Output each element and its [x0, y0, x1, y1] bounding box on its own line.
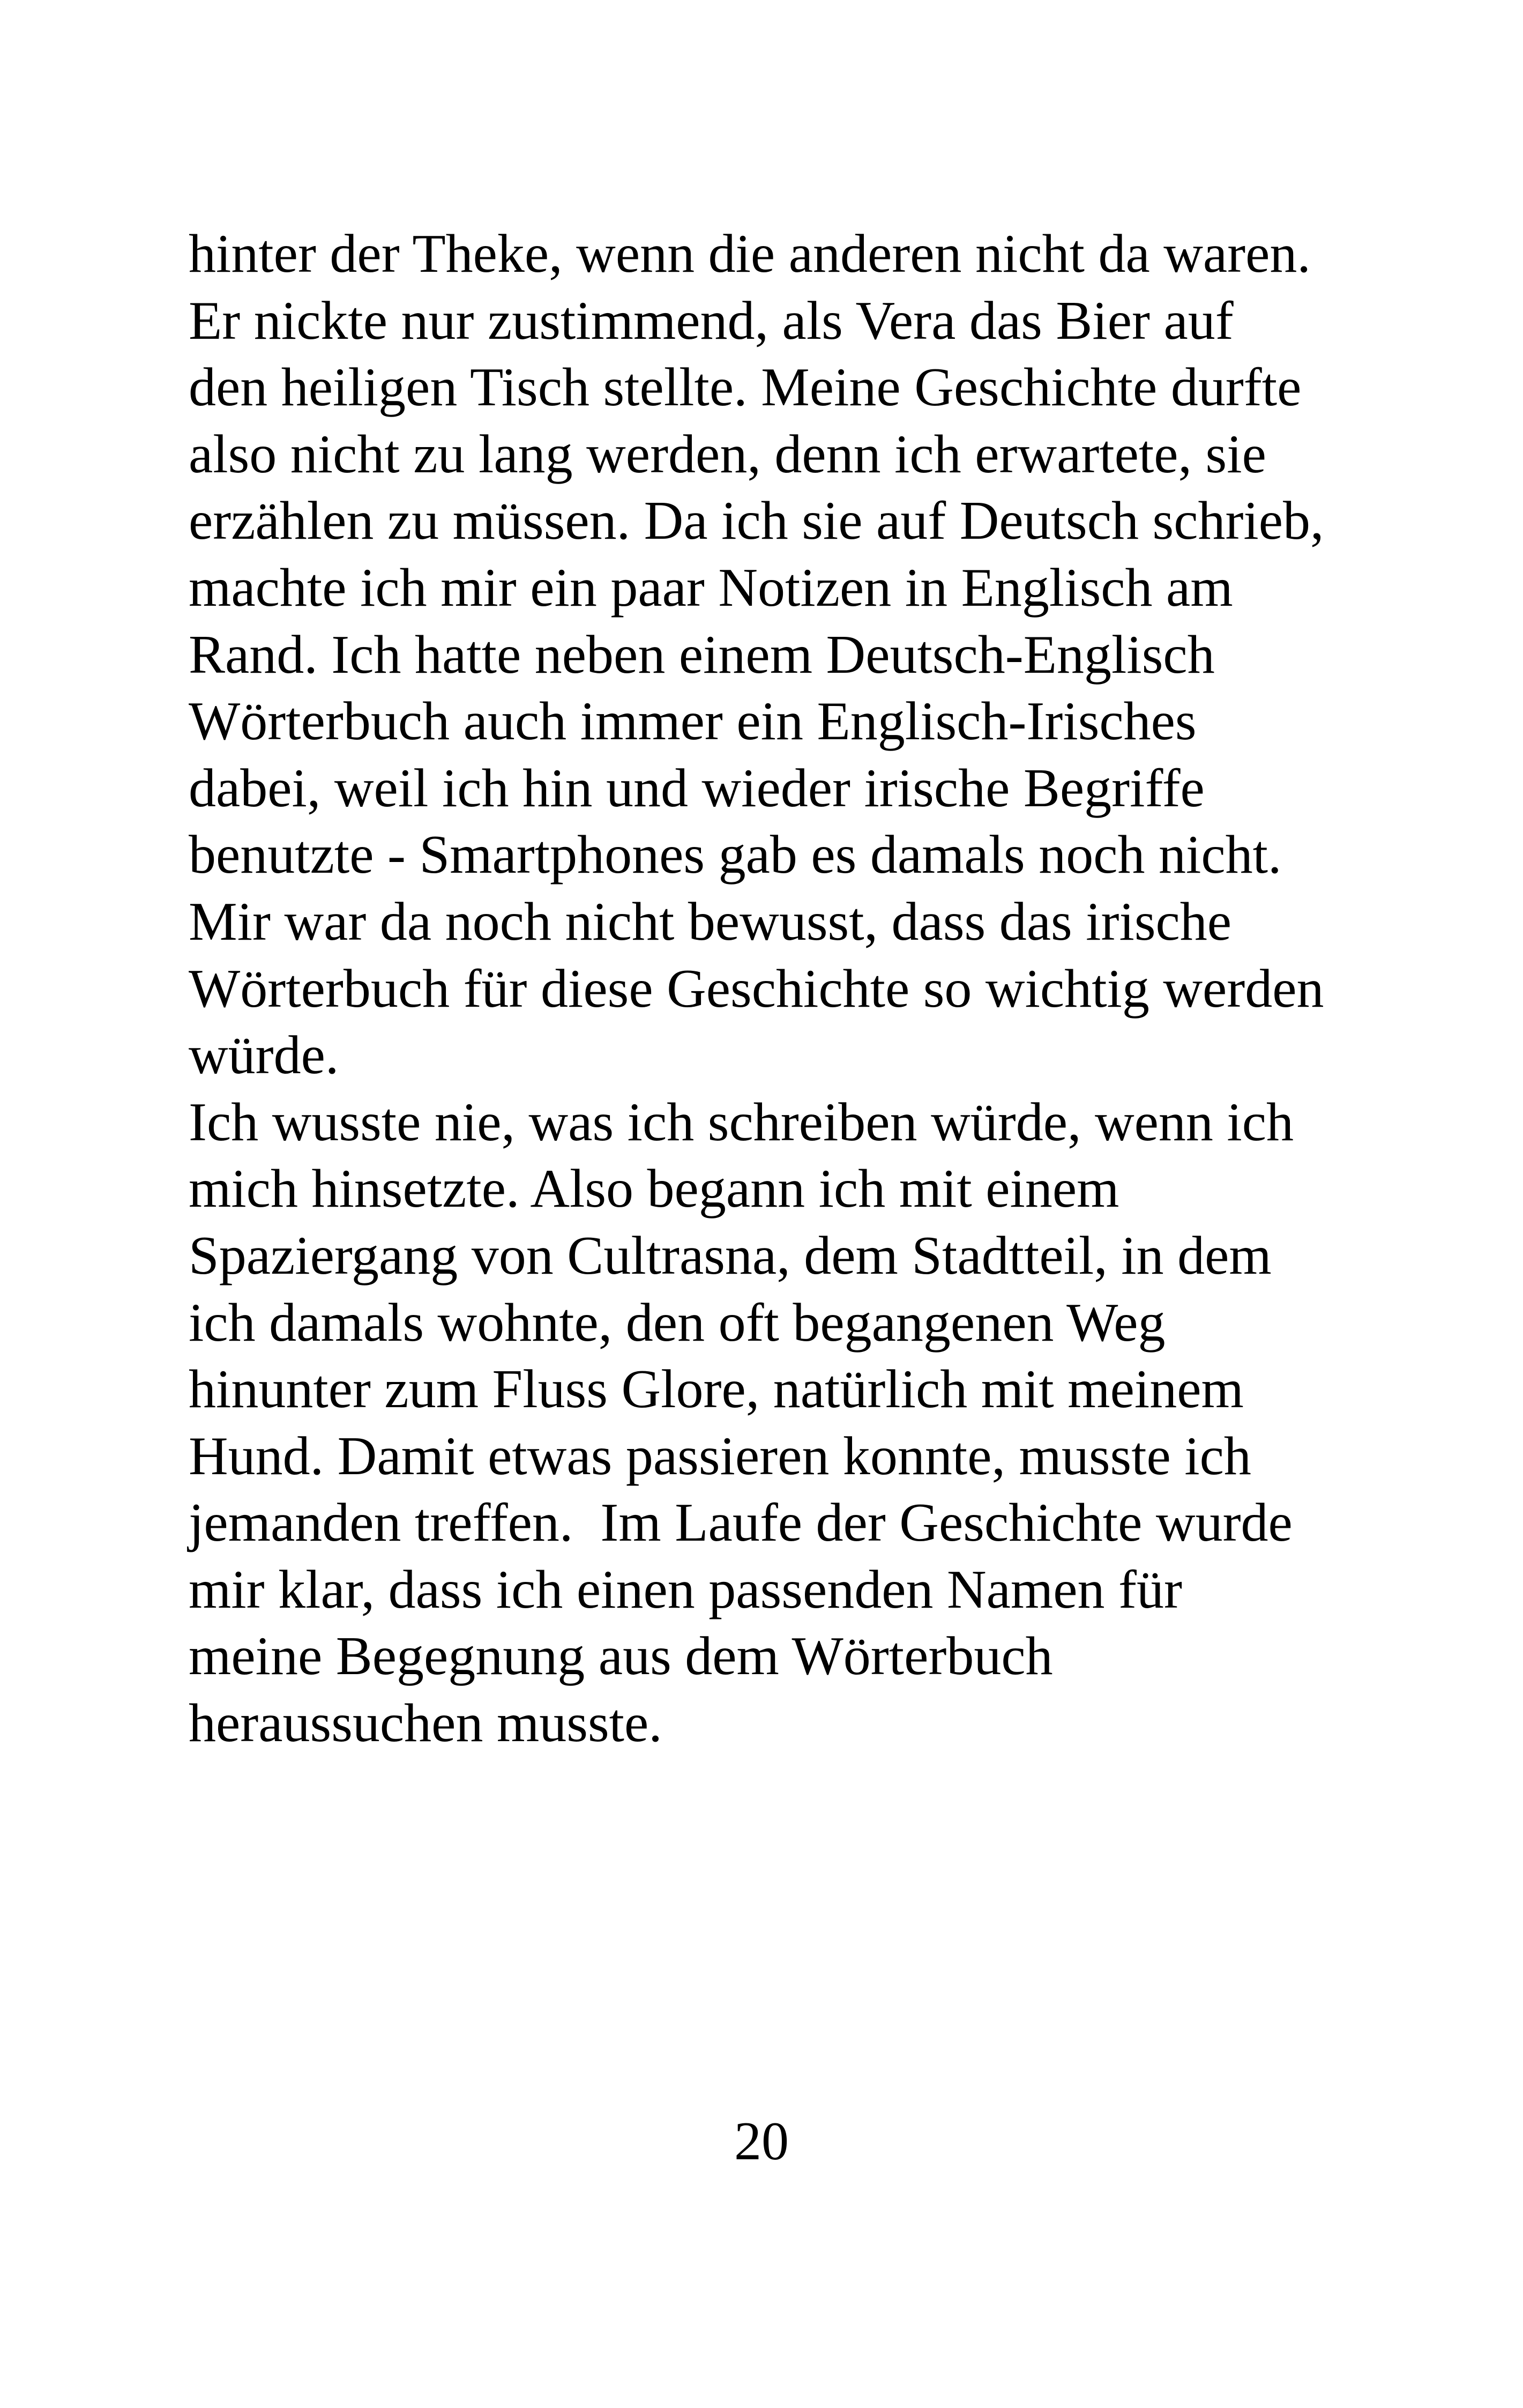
text-line: Er nickte nur zustimmend, als Vera das Bier auf [189, 290, 1234, 351]
text-line: hinter der Theke, wenn die anderen nicht da waren. [189, 224, 1311, 284]
page-number: 20 [734, 2111, 789, 2172]
text-line: hinunter zum Fluss Glore, natürlich mit meinem [189, 1359, 1244, 1420]
text-line: Hund. Damit etwas passieren konnte, musste ich [189, 1425, 1251, 1487]
text-line: meine Begegnung aus dem Wörterbuch [189, 1626, 1053, 1687]
text-line: benutzte - Smartphones gab es damals noch nicht. [189, 824, 1282, 886]
text-line: machte ich mir ein paar Notizen in Englisch am [189, 557, 1233, 618]
text-line: erzählen zu müssen. Da ich sie auf Deutsch schrieb, [189, 490, 1324, 552]
text-line: Wörterbuch für diese Geschichte so wichtig werden [189, 958, 1324, 1019]
text-line: ich damals wohnte, den oft begangenen Weg [189, 1292, 1166, 1353]
text-line: Ich wusste nie, was ich schreiben würde, wenn ich [189, 1091, 1294, 1153]
text-line: dabei, weil ich hin und wieder irische Begriffe [189, 757, 1205, 819]
body-text [189, 221, 1368, 1757]
text-line: Wörterbuch auch immer ein Englisch-Irisches [189, 691, 1197, 752]
text-line: Rand. Ich hatte neben einem Deutsch-Englisch [189, 624, 1215, 685]
text-line: würde. [189, 1025, 339, 1086]
text-line: mich hinsetzte. Also begann ich mit einem [189, 1158, 1119, 1220]
text-line: heraussuchen musste. [189, 1693, 662, 1754]
text-line: Mir war da noch nicht bewusst, dass das irische [189, 891, 1232, 952]
text-line: also nicht zu lang werden, denn ich erwartete, sie [189, 423, 1266, 485]
text-line: Spaziergang von Cultrasna, dem Stadtteil, in dem [189, 1225, 1272, 1286]
text-line: den heiligen Tisch stellte. Meine Geschichte durfte [189, 357, 1302, 418]
text-line: mir klar, dass ich einen passenden Namen für [189, 1559, 1182, 1620]
text-line: jemanden treffen. Im Laufe der Geschichte wurde [189, 1492, 1293, 1554]
